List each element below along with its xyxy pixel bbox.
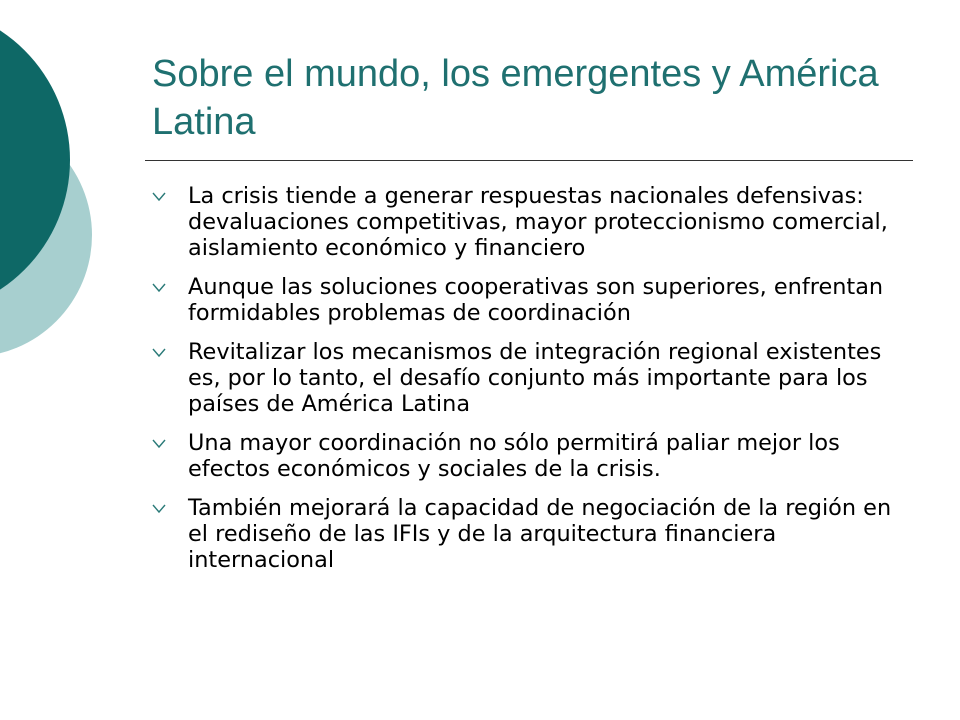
- bullet-item: [152, 183, 912, 261]
- bullet-item: [152, 430, 912, 482]
- chevron-bullet-icon: [152, 439, 166, 449]
- bullet-text: La crisis tiende a generar respuestas nacionales defensivas: devaluaciones competitivas, mayor proteccionismo comercial, aislamiento económico y financiero: [188, 183, 888, 261]
- bullet-text: También mejorará la capacidad de negociación de la región en el rediseño de las IFIs y de la arquitectura financiera internacional: [188, 495, 892, 573]
- bullet-item: [152, 274, 912, 326]
- bullet-item: [152, 339, 912, 417]
- chevron-bullet-icon: [152, 192, 166, 202]
- title-divider: [145, 160, 913, 161]
- chevron-bullet-icon: [152, 504, 166, 514]
- bullet-text: Revitalizar los mecanismos de integración regional existentes es, por lo tanto, el desafío conjunto más importante para los países de América Latina: [188, 339, 882, 417]
- bullet-text: Aunque las soluciones cooperativas son superiores, enfrentan formidables problemas de coordinación: [188, 274, 884, 326]
- chevron-bullet-icon: [152, 348, 166, 358]
- bullet-item: [152, 495, 912, 573]
- decorative-circles: [0, 0, 120, 420]
- chevron-bullet-icon: [152, 283, 166, 293]
- slide-title: Sobre el mundo, los emergentes y América Latina: [152, 53, 879, 143]
- bullet-text: Una mayor coordinación no sólo permitirá paliar mejor los efectos económicos y sociales de la crisis.: [188, 430, 840, 482]
- bullet-list: [152, 183, 912, 586]
